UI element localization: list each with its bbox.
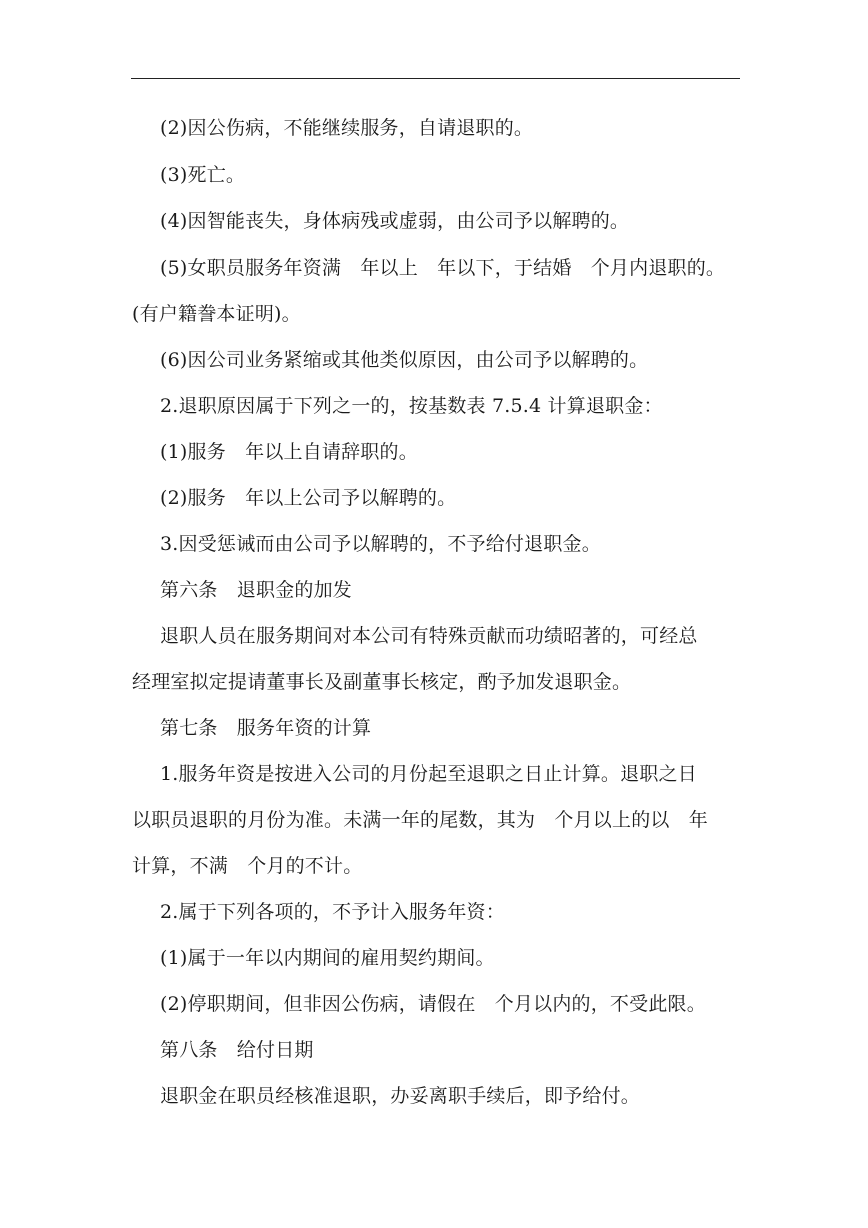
article-6-body-2: 经理室拟定提请董事长及副董事长核定，酌予加发退职金。 xyxy=(132,671,632,693)
item-work-injury: (2)因公伤病，不能继续服务，自请退职的。 xyxy=(160,117,534,139)
article-7-clause-2-item-1: (1)属于一年以内期间的雇用契约期间。 xyxy=(160,947,495,969)
item-death: (3)死亡。 xyxy=(160,164,246,186)
clause-3: 3.因受惩诫而由公司予以解聘的，不予给付退职金。 xyxy=(160,533,601,555)
item-incapacity: (4)因智能丧失，身体病残或虚弱，由公司予以解聘的。 xyxy=(160,210,630,232)
article-7-clause-1-line-2: 以职员退职的月份为准。未满一年的尾数，其为 个月以上的以 年 xyxy=(132,809,709,831)
item-female-marriage-cont: (有户籍誊本证明)。 xyxy=(132,303,301,325)
article-7-title: 第七条 服务年资的计算 xyxy=(160,717,372,739)
item-female-marriage: (5)女职员服务年资满 年以上 年以下，于结婚 个月内退职的。 xyxy=(160,257,726,279)
article-7-clause-1-line-3: 计算，不满 个月的不计。 xyxy=(132,855,363,877)
article-7-clause-1-line-1: 1.服务年资是按进入公司的月份起至退职之日止计算。退职之日 xyxy=(160,763,697,785)
clause-2-item-1: (1)服务 年以上自请辞职的。 xyxy=(160,441,418,463)
article-7-clause-2-item-2: (2)停职期间，但非因公伤病，请假在 个月以内的，不受此限。 xyxy=(160,993,706,1015)
article-6-title: 第六条 退职金的加发 xyxy=(160,579,353,601)
article-8-body: 退职金在职员经核准退职，办妥离职手续后，即予给付。 xyxy=(160,1085,641,1107)
article-8-title: 第八条 给付日期 xyxy=(160,1039,314,1061)
clause-2-item-2: (2)服务 年以上公司予以解聘的。 xyxy=(160,487,457,509)
clause-2-heading: 2.退职原因属于下列之一的，按基数表 7.5.4 计算退职金： xyxy=(160,395,663,417)
article-6-body-1: 退职人员在服务期间对本公司有特殊贡献而功绩昭著的，可经总 xyxy=(160,625,698,647)
article-7-clause-2: 2.属于下列各项的，不予计入服务年资： xyxy=(160,901,505,923)
header-rule xyxy=(131,78,740,79)
item-business-reduction: (6)因公司业务紧缩或其他类似原因，由公司予以解聘的。 xyxy=(160,349,649,371)
